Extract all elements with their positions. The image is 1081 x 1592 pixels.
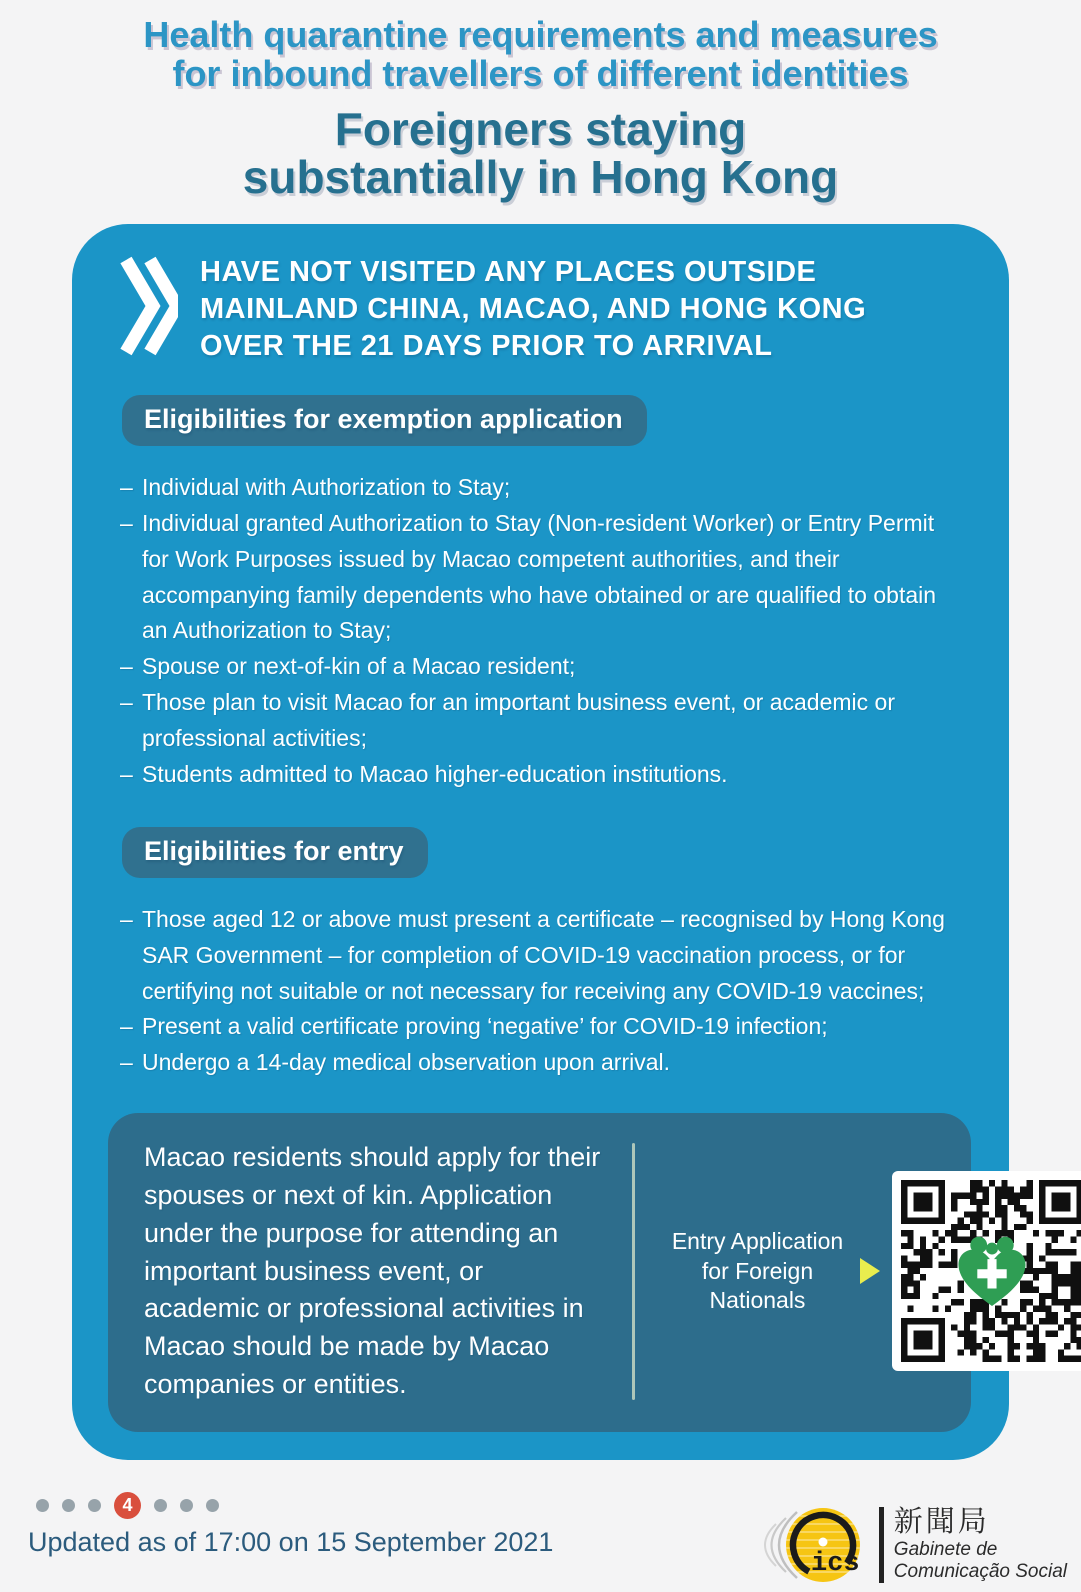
title-line-1: Health quarantine requirements and measures <box>143 14 938 55</box>
list-item-text: Students admitted to Macao higher-education institutions. <box>142 760 728 787</box>
gcs-monogram: ics <box>810 1548 860 1579</box>
subtitle-line-2: substantially in Hong Kong <box>242 151 839 204</box>
list-item <box>120 649 965 685</box>
list-item-text: Spouse or next-of-kin of a Macao resident; <box>142 653 576 680</box>
list-item <box>120 470 965 506</box>
note-text: Macao residents should apply for their spouses or next of kin. Application under the purpose for attending an important business event, or academic or professional activities in Macao should be made by Macao companies or entities. <box>144 1142 601 1399</box>
page-header <box>0 0 1081 202</box>
list-item <box>120 902 965 1010</box>
list-item-text: Those plan to visit Macao for an important business event, or academic or professional activities; <box>142 689 895 752</box>
page-dot <box>206 1499 219 1512</box>
bullet-dash: – <box>120 509 133 536</box>
card-heading-line-2: MAINLAND CHINA, MACAO, AND HONG KONG <box>200 292 867 325</box>
page-dot <box>154 1499 167 1512</box>
entry-badge: Eligibilities for entry <box>122 827 428 878</box>
bullet-dash: – <box>120 473 133 500</box>
page-dot <box>62 1499 75 1512</box>
bullet-dash: – <box>120 1049 133 1076</box>
list-item-text: Present a valid certificate proving ‘negative’ for COVID-19 infection; <box>142 1013 828 1040</box>
card-heading-line-3: OVER THE 21 DAYS PRIOR TO ARRIVAL <box>200 329 773 362</box>
gcs-logo-text <box>894 1507 1067 1583</box>
page-dot <box>180 1499 193 1512</box>
list-item <box>120 1009 965 1045</box>
arrow-right-icon <box>860 1258 880 1284</box>
exemption-badge: Eligibilities for exemption application <box>122 395 647 446</box>
note-box <box>108 1113 971 1432</box>
title-line-2: for inbound travellers of different identities <box>172 52 909 94</box>
gcs-name-portuguese-2: Comunicação Social <box>893 1560 1067 1582</box>
list-item <box>120 757 965 793</box>
list-item <box>120 506 965 650</box>
card-heading <box>200 254 866 365</box>
card-heading-row <box>120 254 965 365</box>
logo-divider <box>879 1507 884 1583</box>
vertical-divider <box>632 1143 635 1400</box>
bullet-dash: – <box>120 760 133 787</box>
health-heart-logo <box>950 1229 1034 1313</box>
page-dot <box>88 1499 101 1512</box>
gcs-name-portuguese-1: Gabinete de <box>893 1538 998 1560</box>
main-card <box>72 224 1009 1460</box>
page-footer <box>0 1492 1081 1592</box>
page-title <box>0 16 1081 93</box>
qr-code <box>892 1171 1081 1371</box>
qr-label: Entry Application for Foreign Nationals <box>671 1227 844 1314</box>
list-item-text: Individual with Authorization to Stay; <box>142 473 511 500</box>
list-item-text: Those aged 12 or above must present a certificate – recognised by Hong Kong SAR Government – for completion of COVID-19 vaccination process, or for certifying not suitable or not necessary for receiving any COVID-19 vaccines; <box>142 905 945 1004</box>
gcs-logo-mark <box>723 1500 875 1590</box>
gcs-logo <box>723 1500 1067 1590</box>
card-heading-line-1: HAVE NOT VISITED ANY PLACES OUTSIDE <box>200 255 817 288</box>
list-item <box>120 1045 965 1081</box>
entry-list <box>120 902 965 1081</box>
exemption-list <box>120 470 965 793</box>
list-item-text: Undergo a 14-day medical observation upon arrival. <box>142 1049 671 1076</box>
double-chevron-icon <box>120 256 178 361</box>
bullet-dash: – <box>120 905 133 932</box>
bullet-dash: – <box>120 689 133 716</box>
page-subtitle <box>0 105 1081 202</box>
bullet-dash: – <box>120 653 133 680</box>
bullet-dash: – <box>120 1013 133 1040</box>
list-item-text: Individual granted Authorization to Stay (Non-resident Worker) or Entry Permit for Work Purposes issued by Macao competent authorities, and their accompanying family dependents who have obtained or are qualified to obtain an Authorization to Stay; <box>142 509 937 644</box>
updated-timestamp: Updated as of 17:00 on 15 September 2021 <box>28 1526 554 1557</box>
page-dot <box>36 1499 49 1512</box>
gcs-name-chinese: 新聞局 <box>893 1505 990 1538</box>
current-page-badge: 4 <box>114 1492 141 1519</box>
list-item <box>120 685 965 757</box>
subtitle-line-1: Foreigners staying <box>334 103 747 156</box>
